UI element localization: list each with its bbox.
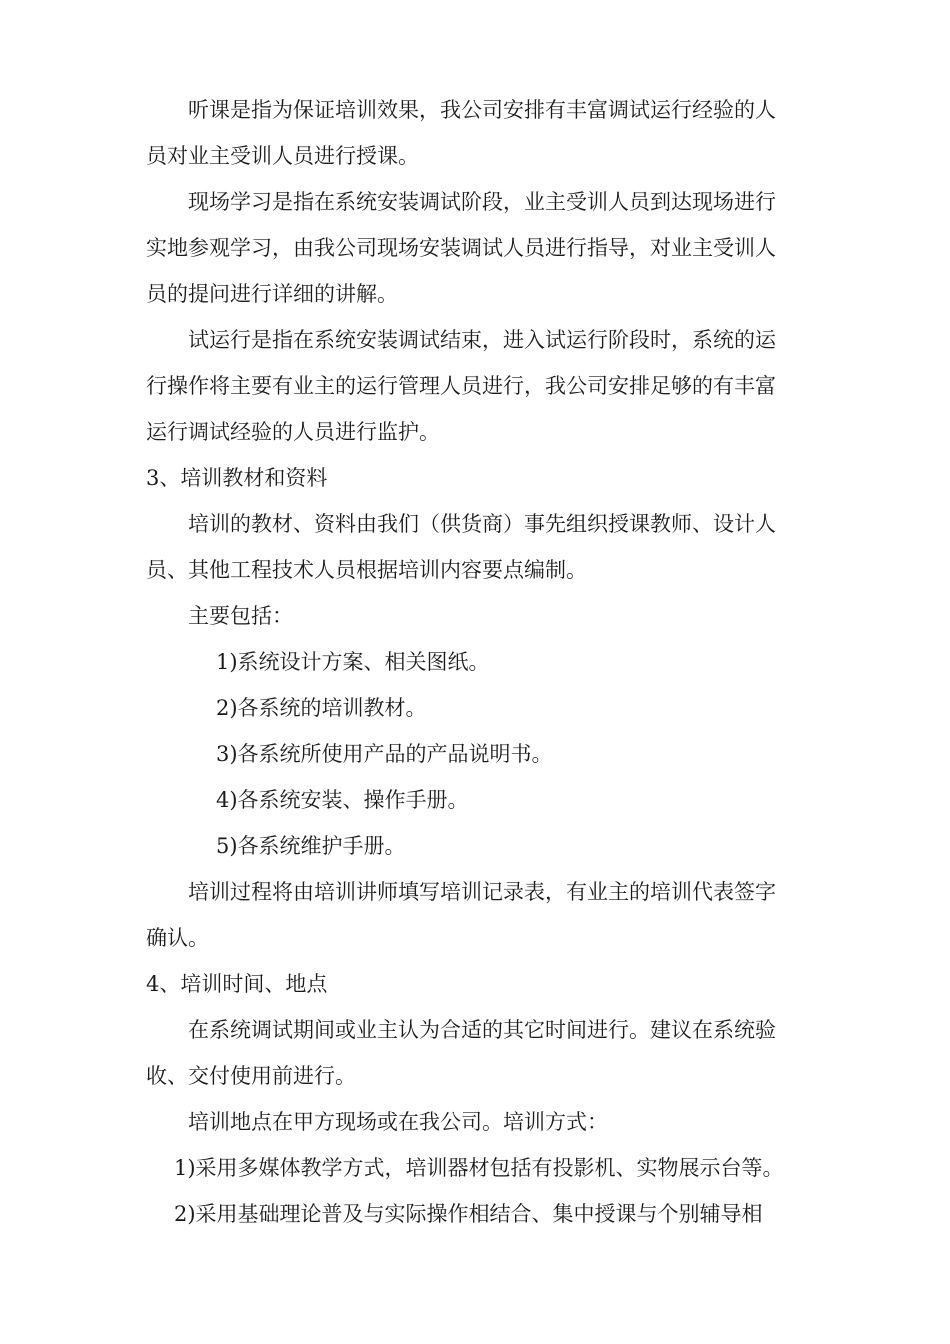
section-heading: 4、培训时间、地点	[146, 972, 328, 996]
paragraph-line: 培训地点在甲方现场或在我公司。培训方式：	[188, 1110, 608, 1134]
paragraph-line: 主要包括：	[188, 604, 293, 628]
list-item: 3)各系统所使用产品的产品说明书。	[216, 742, 553, 766]
section-heading: 3、培训教材和资料	[146, 466, 328, 490]
paragraph-line: 收、交付使用前进行。	[146, 1064, 356, 1088]
paragraph-line: 现场学习是指在系统安装调试阶段，业主受训人员到达现场进行	[188, 190, 776, 214]
paragraph-line: 培训过程将由培训讲师填写培训记录表，有业主的培训代表签字	[188, 880, 776, 904]
list-item: 2)采用基础理论普及与实际操作相结合、集中授课与个别辅导相	[174, 1202, 763, 1226]
paragraph-line: 听课是指为保证培训效果，我公司安排有丰富调试运行经验的人	[188, 98, 776, 122]
paragraph-line: 员的提问进行详细的讲解。	[146, 282, 398, 306]
list-item: 2)各系统的培训教材。	[216, 696, 427, 720]
paragraph-line: 员、其他工程技术人员根据培训内容要点编制。	[146, 558, 587, 582]
paragraph-line: 运行调试经验的人员进行监护。	[146, 420, 440, 444]
paragraph-line: 确认。	[146, 926, 209, 950]
paragraph-line: 行操作将主要有业主的运行管理人员进行，我公司安排足够的有丰富	[146, 374, 776, 398]
paragraph-line: 培训的教材、资料由我们（供货商）事先组织授课教师、设计人	[188, 512, 776, 536]
paragraph-line: 员对业主受训人员进行授课。	[146, 144, 419, 168]
list-item: 1)系统设计方案、相关图纸。	[216, 650, 490, 674]
list-item: 4)各系统安装、操作手册。	[216, 788, 469, 812]
paragraph-line: 在系统调试期间或业主认为合适的其它时间进行。建议在系统验	[188, 1018, 776, 1042]
list-item: 1)采用多媒体教学方式，培训器材包括有投影机、实物展示台等。	[174, 1156, 784, 1180]
paragraph-line: 试运行是指在系统安装调试结束，进入试运行阶段时，系统的运	[188, 328, 776, 352]
list-item: 5)各系统维护手册。	[216, 834, 406, 858]
paragraph-line: 实地参观学习，由我公司现场安装调试人员进行指导，对业主受训人	[146, 236, 776, 260]
